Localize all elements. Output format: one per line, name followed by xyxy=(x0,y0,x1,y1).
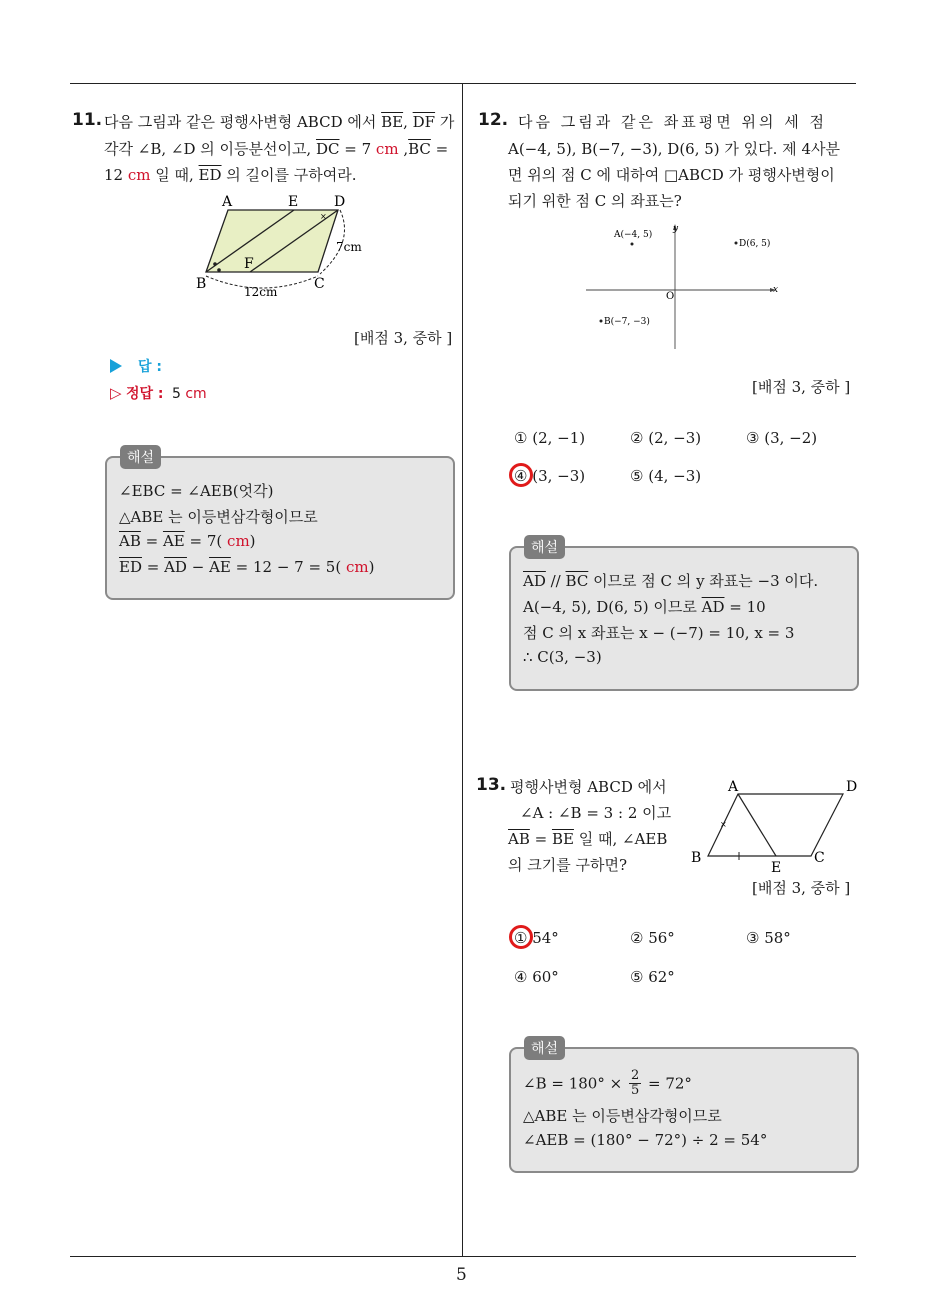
column-divider xyxy=(462,83,463,1256)
q13-segment-ae xyxy=(738,794,776,856)
q11-answer-label: 답 : xyxy=(138,359,162,375)
q12-point-b-label: B(−7, −3) xyxy=(604,317,650,327)
q13-line-1: 평행사변형 ABCD 에서 xyxy=(510,778,667,796)
q13-label-d: D xyxy=(846,779,858,795)
q11-label-a: A xyxy=(222,194,233,210)
q12-point-b xyxy=(600,320,603,323)
q11-parallelogram xyxy=(206,210,338,272)
q11-correct-unit: cm xyxy=(185,386,207,402)
q12-coordinate-graph xyxy=(584,222,784,352)
q11-label-e: E xyxy=(288,194,299,210)
q12-score: [배점 3, 중하 ] xyxy=(752,378,851,396)
q13-option-2[interactable]: ② 56° xyxy=(630,929,675,947)
q11-correct-label: 정답 : xyxy=(126,386,164,402)
q12-line-4: 되기 위한 점 C 의 좌표는? xyxy=(508,192,682,210)
q12-origin-label: O xyxy=(666,291,675,302)
q11-exp-line-4: $\overline{ED} = \overline{AD} - \overline{AE} = 12 - 7 = 5$( cm) xyxy=(119,558,375,576)
q12-exp-line-4: ∴ C(3, −3) xyxy=(523,648,602,666)
q12-y-label: y xyxy=(673,224,679,234)
q12-line-2: A(−4, 5), B(−7, −3), D(6, 5) 가 있다. 제 4사분 xyxy=(508,140,840,158)
q13-option-5[interactable]: ⑤ 62° xyxy=(630,968,675,986)
q12-point-a xyxy=(631,243,634,246)
bottom-rule xyxy=(70,1256,856,1257)
q13-label-a: A xyxy=(728,779,739,795)
q13-parallelogram-figure xyxy=(688,774,863,874)
q11-correct-row xyxy=(110,383,207,403)
q13-option-1[interactable]: ① 54° xyxy=(514,929,559,947)
q12-point-a-label: A(−4, 5) xyxy=(614,230,653,240)
q12-number: 12. xyxy=(478,110,509,130)
top-rule xyxy=(70,83,856,84)
q11-label-c: C xyxy=(314,276,325,292)
q12-option-5[interactable]: ⑤ (4, −3) xyxy=(630,467,702,485)
page-number: 5 xyxy=(456,1265,467,1285)
q12-exp-line-3: 점 C 의 x 좌표는 x − (−7) = 10, x = 3 xyxy=(523,624,795,642)
q13-parallelogram xyxy=(708,794,843,856)
q11-label-f: F xyxy=(244,256,254,272)
q12-option-4[interactable]: ④ (3, −3) xyxy=(514,467,586,485)
q13-exp-line-3: ∠AEB = (180° − 72°) ÷ 2 = 54° xyxy=(523,1131,768,1149)
q13-selected-mark xyxy=(509,925,533,949)
q12-x-label: x xyxy=(773,285,779,295)
q12-option-2[interactable]: ② (2, −3) xyxy=(630,429,702,447)
q11-explanation-tag: 해설 xyxy=(120,445,161,469)
q12-line-3: 면 위의 점 C 에 대하여 □ABCD 가 평행사변형이 xyxy=(508,166,835,184)
q11-parallelogram-figure xyxy=(190,192,370,302)
q13-label-e: E xyxy=(771,860,782,874)
q11-answer-triangle-icon xyxy=(110,359,122,373)
q13-fraction: $\frac{2}{5}$ xyxy=(630,1068,640,1098)
q11-angle-mark-b2 xyxy=(217,268,221,272)
q12-point-d-label: D(6, 5) xyxy=(739,239,771,249)
q11-exp-line-1: ∠EBC = ∠AEB(엇각) xyxy=(119,482,274,500)
q12-explanation-tag: 해설 xyxy=(524,535,565,559)
q11-exp-line-2: △ABE 는 이등변삼각형이므로 xyxy=(119,508,318,526)
q12-explanation-box xyxy=(509,546,859,691)
q12-option-3[interactable]: ③ (3, −2) xyxy=(746,429,818,447)
q12-option-1[interactable]: ① (2, −1) xyxy=(514,429,586,447)
q11-angle-mark-b1 xyxy=(213,262,217,266)
q12-line-1: 다음 그림과 같은 좌표평면 위의 세 점 xyxy=(518,113,827,131)
q13-explanation-tag: 해설 xyxy=(524,1036,565,1060)
q13-exp-line-2: △ABE 는 이등변삼각형이므로 xyxy=(523,1107,722,1125)
q13-label-c: C xyxy=(814,850,825,866)
q13-tick-ab: × xyxy=(720,820,727,829)
q11-correct-value: 5 xyxy=(171,386,181,402)
q12-point-d xyxy=(735,242,738,245)
q12-exp-line-2: A(−4, 5), D(6, 5) 이므로 $\overline{AD} = 10$ xyxy=(523,598,766,616)
q13-label-b: B xyxy=(691,850,702,866)
q11-line-2: 각각 ∠B, ∠D 의 이등분선이고, $\overline{DC} = 7$ cm $,\overline{BC}$ = xyxy=(104,140,449,158)
q11-answer-row xyxy=(110,356,162,376)
q12-exp-line-1: $\overline{AD} // \overline{BC}$ 이므로 점 C 의 y 좌표는 −3 이다. xyxy=(523,572,819,590)
q13-line-3: $\overline{AB} = \overline{BE}$ 일 때, ∠AEB xyxy=(508,830,668,848)
q11-line-1: 다음 그림과 같은 평행사변형 ABCD 에서 $\overline{BE}$, $\overline{DF}$ 가 xyxy=(104,113,455,131)
q13-explanation-box xyxy=(509,1047,859,1173)
q11-explanation-box xyxy=(105,456,455,600)
q11-exp-line-3: $\overline{AB} = \overline{AE} = 7$( cm) xyxy=(119,532,256,550)
q11-label-b: B xyxy=(196,276,207,292)
q13-score: [배점 3, 중하 ] xyxy=(752,879,851,897)
q13-number: 13. xyxy=(476,775,507,795)
q11-correct-triangle-icon: ▷ xyxy=(110,384,122,402)
q11-score: [배점 3, 중하 ] xyxy=(354,329,453,347)
q11-line-3: 12 cm 일 때, $\overline{ED}$ 의 길이를 구하여라. xyxy=(104,166,357,184)
q13-option-3[interactable]: ③ 58° xyxy=(746,929,791,947)
q13-line-4: 의 크기를 구하면? xyxy=(508,856,628,874)
q11-label-d: D xyxy=(334,194,346,210)
q13-line-2: ∠A : ∠B = 3 : 2 이고 xyxy=(520,804,672,822)
q11-number: 11. xyxy=(72,110,103,130)
q11-side-label: 7cm xyxy=(336,240,362,254)
q11-angle-mark-d: × xyxy=(320,212,327,221)
q13-option-4[interactable]: ④ 60° xyxy=(514,968,559,986)
q13-exp-line-1: ∠B = 180° × $\frac{2}{5}$ = 72° xyxy=(523,1068,692,1098)
q11-base-label: 12cm xyxy=(244,285,278,299)
q12-selected-mark xyxy=(509,463,533,487)
